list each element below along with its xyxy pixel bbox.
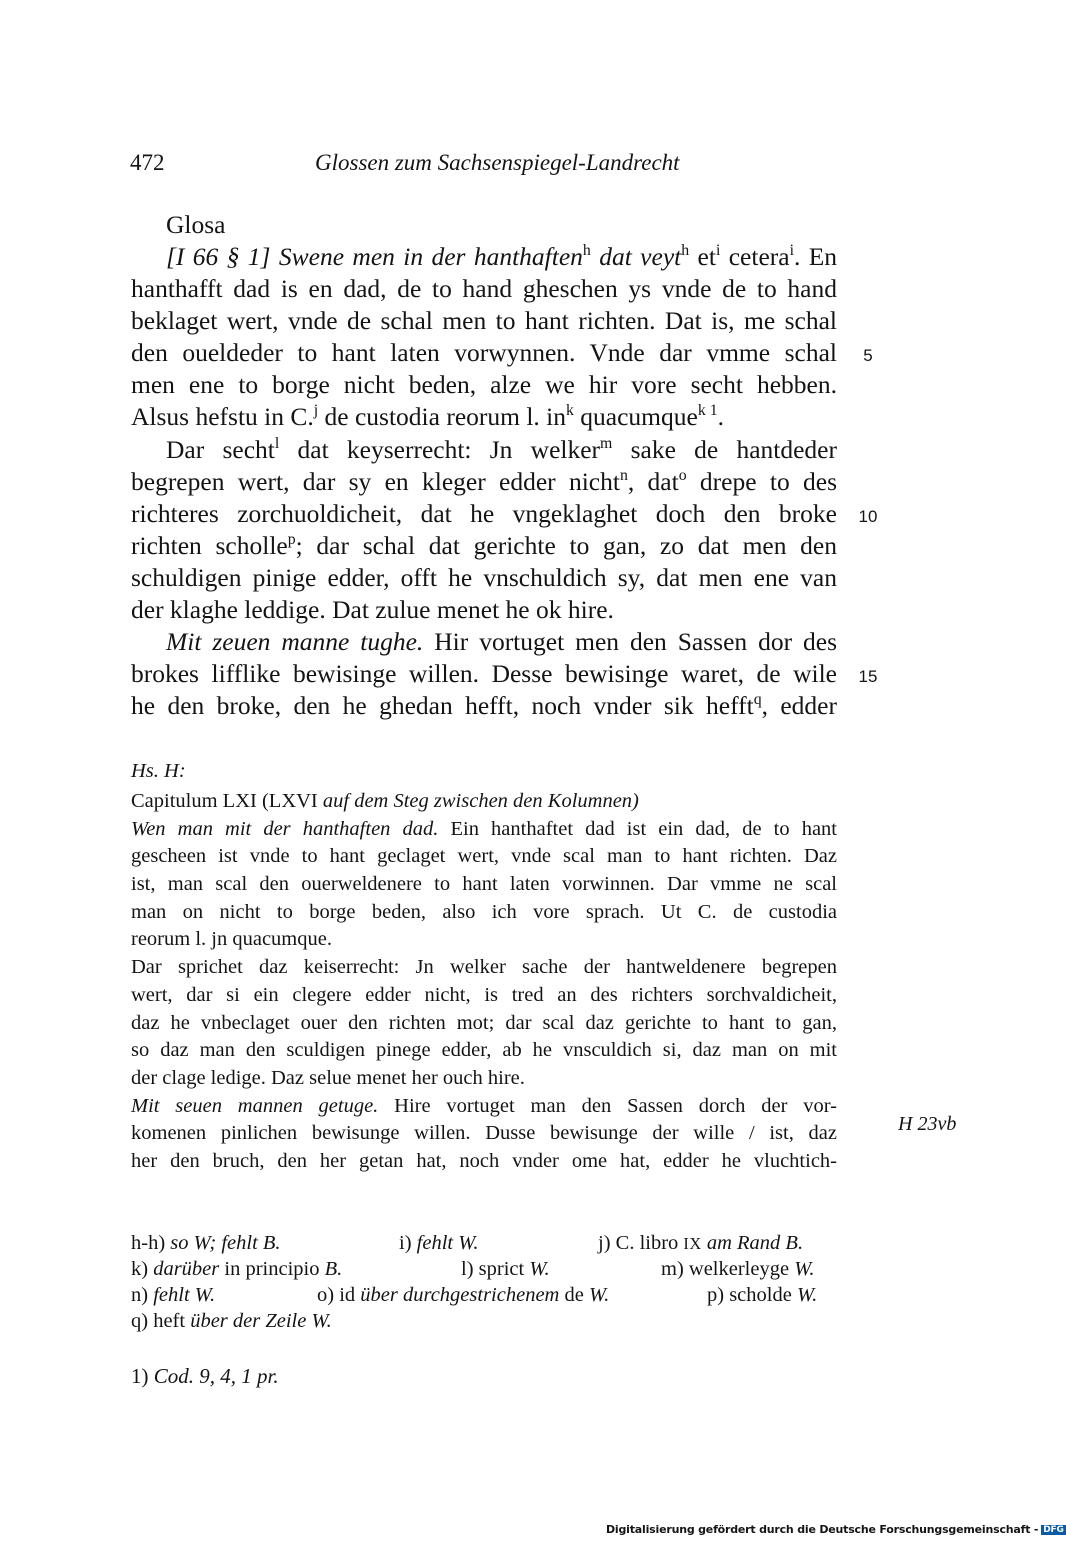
article-reference: [I 66 § 1] [166, 242, 271, 271]
footnote-mark: i [789, 242, 794, 260]
text-line: man on nicht to borge beden, also ich vore sprach. Ut C. de custodia [131, 900, 837, 923]
footnote-mark: o [678, 466, 687, 484]
text: . [717, 402, 724, 432]
page-header [130, 150, 840, 184]
footnote-mark: k 1 [697, 402, 718, 420]
footnote-k: k) darüber in principio B. [131, 1258, 343, 1280]
text-line [131, 1093, 837, 1121]
text: Capitulum LXI ( [131, 790, 269, 812]
text-line [131, 690, 837, 722]
funding-text: Digitalisierung gefördert durch die Deutsche Forschungsgemeinschaft - [606, 1523, 1039, 1536]
text-line: ist, man scal den ouerweldenere to hant laten vorwinnen. Dar vmme ne scal [131, 873, 837, 896]
footnote-mark: n [619, 466, 628, 484]
main-gloss-text [131, 241, 837, 722]
text-line: men ene to borge nicht beden, alze we hir vore secht hebben. [131, 370, 837, 400]
text: cetera [728, 242, 790, 271]
text: Alsus hefstu in C. [131, 402, 314, 432]
manuscript-siglum: Hs. H: [131, 760, 186, 782]
lemma: Mit zeuen manne tughe. [166, 627, 424, 657]
footnote-mark: k [566, 402, 574, 420]
text: Dar secht [166, 434, 275, 464]
text: Ein hanthaftet dad ist ein dad, de to hant [438, 817, 837, 840]
text: . En [793, 242, 838, 271]
text-line: reorum l. jn quacumque. [131, 928, 332, 951]
footnote-mark: i [715, 242, 721, 260]
footnote-q: q) heft über der Zeile W. [131, 1310, 332, 1332]
text-line: der clage ledige. Daz selue menet her ouch hire. [131, 1066, 525, 1089]
text-line: so daz man den sculdigen pinege edder, ab he vnsculdich si, daz man on mit [131, 1039, 837, 1062]
text-line: daz he vnbeclaget ouer den richten mot; dar scal daz gerichte to hant to gan, [131, 1011, 837, 1034]
text: , dat [627, 466, 679, 496]
footnote-l: l) sprict W. [461, 1258, 550, 1280]
text: sake de hantdeder [612, 434, 837, 464]
lemma: dat veyt [599, 242, 682, 271]
text: de custodia reorum l. in [318, 402, 567, 432]
footnote-h: h-h) so W; fehlt B. [131, 1232, 281, 1254]
text: dat keyserrecht: Jn welker [279, 434, 601, 464]
text: LXVI [268, 790, 323, 812]
line-number: 15 [858, 667, 878, 686]
running-title: Glossen zum Sachsenspiegel-Landrecht [315, 150, 680, 175]
text-line [131, 241, 837, 273]
text-line: schuldigen pinige edder, offt he vnschuldich sy, dat men ene van [131, 562, 837, 592]
text-line [131, 434, 837, 466]
text-line: hanthafft dad is en dad, de to hand gheschen ys vnde de to hand [131, 274, 837, 304]
text: richten scholle [131, 530, 288, 560]
footnote-m: m) welkerleyge W. [661, 1258, 815, 1280]
footnote-mark: l [274, 434, 280, 452]
text-line [131, 626, 837, 658]
footnote-mark: p [287, 531, 296, 549]
text: he den broke, den he ghedan hefft, noch vnder sik hefft [131, 691, 754, 721]
text-line: den oueldeder to hant laten vorwynnen. Vnde dar vmme schal [131, 338, 837, 368]
footnote-mark: h [582, 242, 591, 260]
text-line: beklaget wert, vnde de schal men to hant richten. Dat is, me schal [131, 306, 837, 336]
text-line: Dar sprichet daz keiserrecht: Jn welker sache der hantweldenere begrepen [131, 956, 837, 979]
footnote-mark: q [753, 691, 762, 709]
footnote-j: j) C. libro IX am Rand B. [598, 1232, 804, 1254]
footnote-mark: h [681, 242, 690, 260]
text-line [131, 788, 837, 816]
text: auf dem Steg zwischen den Kolumnen) [322, 790, 639, 812]
dfg-logo: DFG [1043, 1525, 1064, 1535]
footnote-mark: j [313, 402, 319, 420]
line-number: 5 [863, 346, 873, 365]
text: , edder [761, 691, 837, 721]
text: quacumque [573, 402, 698, 432]
text: Hir vortuget men den Sassen dor des [423, 627, 837, 657]
footnote-i: i) fehlt W. [399, 1232, 479, 1254]
text-line: wert, dar si ein clegere edder nicht, is tred an des richters sorchvaldicheit, [131, 983, 837, 1006]
footnote-o: o) id über durchgestrichenem de W. [317, 1284, 610, 1306]
page-number: 472 [130, 150, 165, 175]
lemma: Swene men in der hanthaften [278, 242, 583, 271]
manuscript-text [131, 788, 837, 1176]
footnote-mark: m [600, 434, 613, 452]
text-line [131, 530, 837, 562]
footnote-n: n) fehlt W. [131, 1284, 216, 1306]
text-line: gescheen ist vnde to hant geclaget wert, vnde scal man to hant richten. Daz [131, 845, 837, 868]
text: et [697, 242, 716, 271]
funding-note [606, 1523, 1064, 1537]
text-line: her den bruch, den her getan hat, noch vnder ome hat, edder he vluchtich- [131, 1149, 837, 1172]
lemma: Wen man mit der hanthaften dad. [131, 817, 439, 840]
text-line [131, 466, 837, 498]
text-line [131, 401, 837, 433]
line-number: 10 [858, 507, 878, 526]
text: ; dar schal dat gerichte to gan, zo dat men den [295, 530, 837, 560]
text-line: brokes lifflike bewisinge willen. Desse bewisinge waret, de wile [131, 659, 837, 689]
glosa-heading: Glosa [166, 210, 226, 239]
text-line: der klaghe leddige. Dat zulue menet he ok hire. [131, 595, 614, 625]
margin-folio-reference: H 23vb [898, 1113, 957, 1135]
text: drepe to des [686, 466, 837, 496]
text: Hire vortuget man den Sassen dorch der vor- [378, 1094, 837, 1117]
text-line [131, 816, 837, 844]
lemma: Mit seuen mannen getuge. [131, 1094, 379, 1117]
footnote-p: p) scholde W. [707, 1284, 818, 1306]
footnote-apparatus [131, 1230, 837, 1334]
text-line: richteres zorchuoldicheit, dat he vngeklaghet doch den broke [131, 498, 837, 528]
text-line: komenen pinlichen bewisunge willen. Dusse bewisunge der wille / ist, daz [131, 1122, 837, 1145]
source-citation: 1) Cod. 9, 4, 1 pr. [131, 1364, 279, 1388]
text: begrepen wert, dar sy en kleger edder nicht [131, 466, 620, 496]
